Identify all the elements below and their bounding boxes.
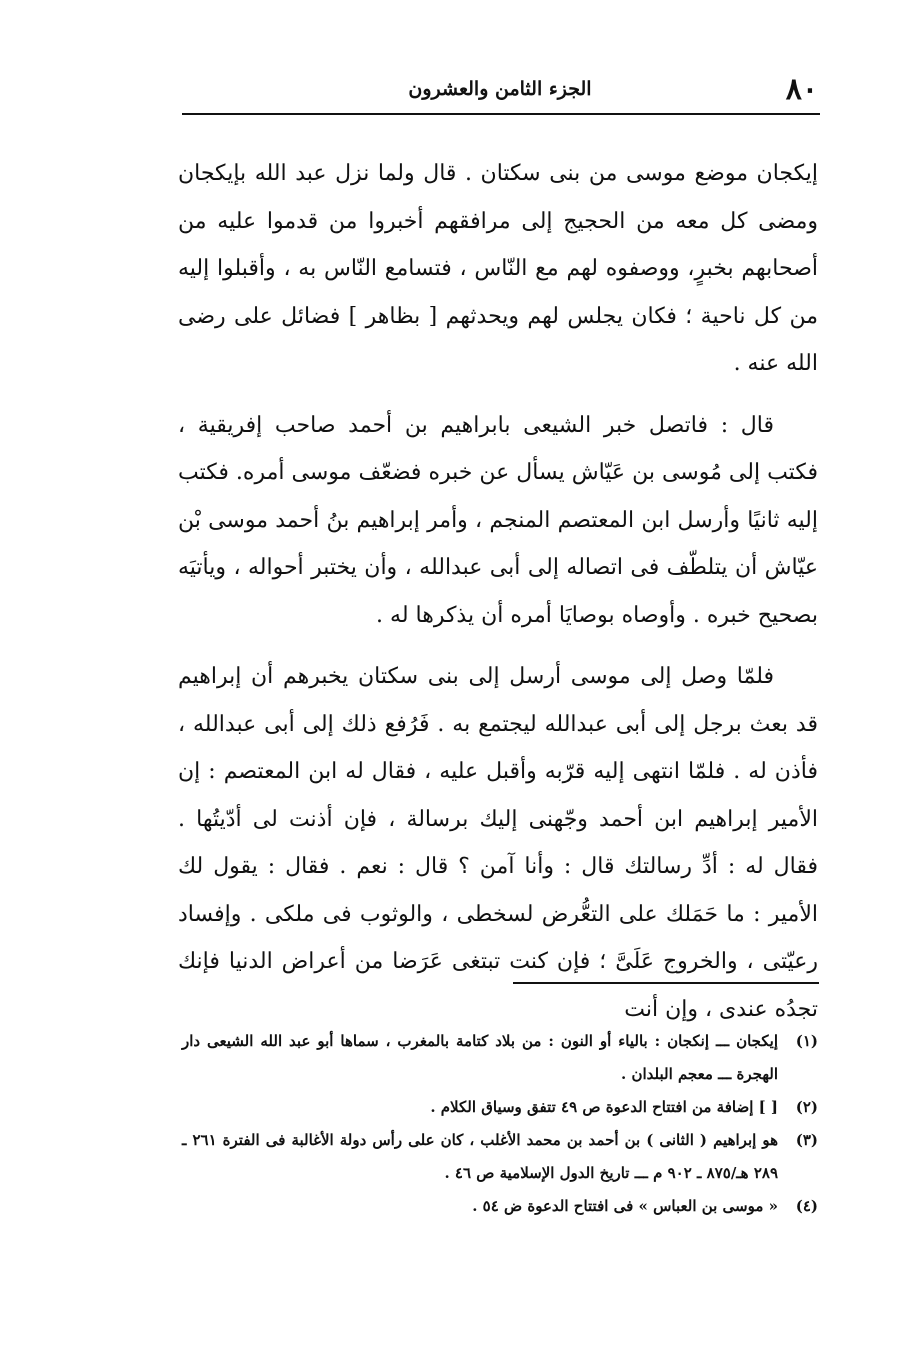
footnote-text: « موسى بن العباس » فى افتتاح الدعوة ض ٥٤ .	[472, 1197, 778, 1215]
body-paragraph: إيكجان موضع موسى من بنى سكتان . قال ولما نزل عبد الله بإيكجان ومضى كل معه من الحجيج إلى مرافقهم أخبروا من قدموا عليه من أصحابهم بخبرٍ، ووصفوه لهم مع النّاس ، فتسامع النّاس به ، وأقبلوا إليه من كل ناحية ؛ فكان يجلس لهم ويحدثهم [ بظاهر ] فضائل على رضى الله عنه .	[178, 161, 818, 376]
footnote-rule	[513, 982, 819, 984]
page-number: ٨٠	[785, 72, 818, 107]
running-title: الجزء الثامن والعشرون	[408, 78, 592, 100]
page-header	[182, 70, 818, 110]
body-paragraph: فلمّا وصل إلى موسى أرسل إلى بنى سكتان يخبرهم أن إبراهيم قد بعث برجل إلى أبى عبدالله ليجتمع به . فَرُفع ذلك إلى أبى عبدالله ، فأذن له . فلمّا انتهى إليه قرّبه وأقبل عليه ، فقال له ابن المعتصم : إن الأمير إبراهيم ابن أحمد وجّهنى إليك برسالة ، فإن أذنت لى أدّيتُها . فقال له : أدِّ رسالتك قال : وأنا آمن ؟ قال : نعم . فقال : يقول لك الأمير : ما حَمَلك على التعُّرض لسخطى ، والوثوب فى ملكى . وإفساد رعيّتى ، والخروج عَلَىَّ ؛ فإن كنت تبتغى عَرَضا من أعراض الدنيا فإنك تجدُه عندى ، وإن أنت	[178, 664, 818, 1022]
footnote-number: (٣)	[795, 1131, 818, 1149]
body-paragraph: قال : فاتصل خبر الشيعى بابراهيم بن أحمد صاحب إفريقية ، فكتب إلى مُوسى بن عَيّاش يسأل عن خبره فضعّف موسى أمره. فكتب إليه ثانيًا وأرسل ابن المعتصم المنجم ، وأمر إبراهيم بنُ أحمد موسى بْن عيّاش أن يتلطّف فى اتصاله إلى أبى عبدالله ، وأن يختبر أحواله ، ويأتيَه بصحيح خبره . وأوصاه بوصايَا أمره أن يذكرها له .	[178, 412, 818, 628]
footnote	[182, 1124, 818, 1190]
footnote-text: هو إبراهيم ( الثانى ) بن أحمد بن محمد الأغلب ، كان على رأس دولة الأغالبة فى الفترة ٢٦١ ـ ٢٨٩ هـ/٨٧٥ ـ ٩٠٢ م ـــ تاريخ الدول الإسلامية ص ٤٦ .	[182, 1131, 778, 1182]
header-rule	[182, 113, 820, 115]
main-text	[178, 150, 818, 1033]
footnote	[182, 1025, 818, 1091]
footnote-number: (٤)	[795, 1197, 818, 1215]
footnotes	[182, 1025, 818, 1223]
footnote	[182, 1190, 818, 1223]
footnote-number: (١)	[795, 1032, 818, 1050]
footnote-text: إيكجان ـــ إنكجان : بالياء أو النون : من بلاد كتامة بالمغرب ، سماها أبو عبد الله الشيعى دار الهجرة ـــ معجم البلدان .	[182, 1032, 778, 1083]
footnote-number: (٢)	[795, 1098, 818, 1116]
footnote-text: [ ] إضافة من افتتاح الدعوة ص ٤٩ تتفق وسياق الكلام .	[430, 1098, 778, 1116]
footnote	[182, 1091, 818, 1124]
